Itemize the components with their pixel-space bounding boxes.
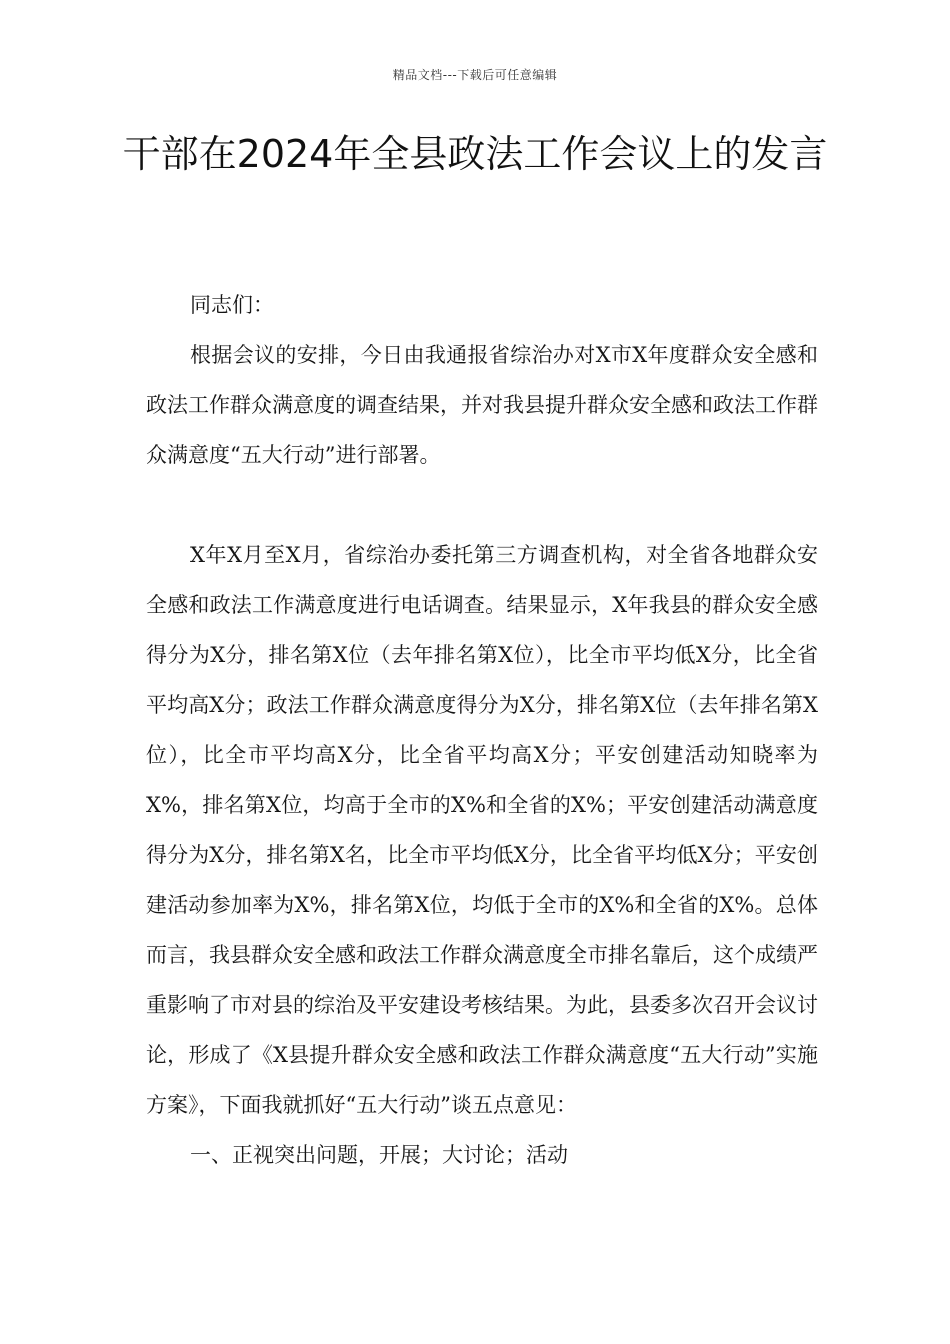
section-heading-1: 一、正视突出问题，开展；大讨论；活动	[190, 1143, 568, 1167]
salutation: 同志们：	[190, 293, 274, 317]
document-title: 干部在2024年全县政法工作会议上的发言	[122, 132, 828, 176]
document-body	[146, 280, 818, 1180]
paragraph-survey-results: X年X月至X月，省综治办委托第三方调查机构，对全省各地群众安全感和政法工作满意度进行电话调查。结果显示，X年我县的群众安全感得分为X分，排名第X位（去年排名第X位），比全市平均低X分，比全省平均高X分；政法工作群众满意度得分为X分，排名第X位（去年排名第X位），比全市平均高X分，比全省平均高X分；平安创建活动知晓率为X%，排名第X位，均高于全市的X%和全省的X%；平安创建活动满意度得分为X分，排名第X名，比全市平均低X分，比全省平均低X分；平安创建活动参加率为X%，排名第X位，均低于全市的X%和全省的X%。总体而言，我县群众安全感和政法工作群众满意度全市排名靠后，这个成绩严重影响了市对县的综治及平安建设考核结果。为此，县委多次召开会议讨论，形成了《X县提升群众安全感和政法工作群众满意度“五大行动”实施方案》，下面我就抓好“五大行动”谈五点意见：	[146, 543, 818, 1117]
paragraph-intro: 根据会议的安排，今日由我通报省综治办对X市X年度群众安全感和政法工作群众满意度的调查结果，并对我县提升群众安全感和政法工作群众满意度“五大行动”进行部署。	[146, 343, 818, 467]
header-note: 精品文档---下载后可任意编辑	[392, 68, 558, 82]
